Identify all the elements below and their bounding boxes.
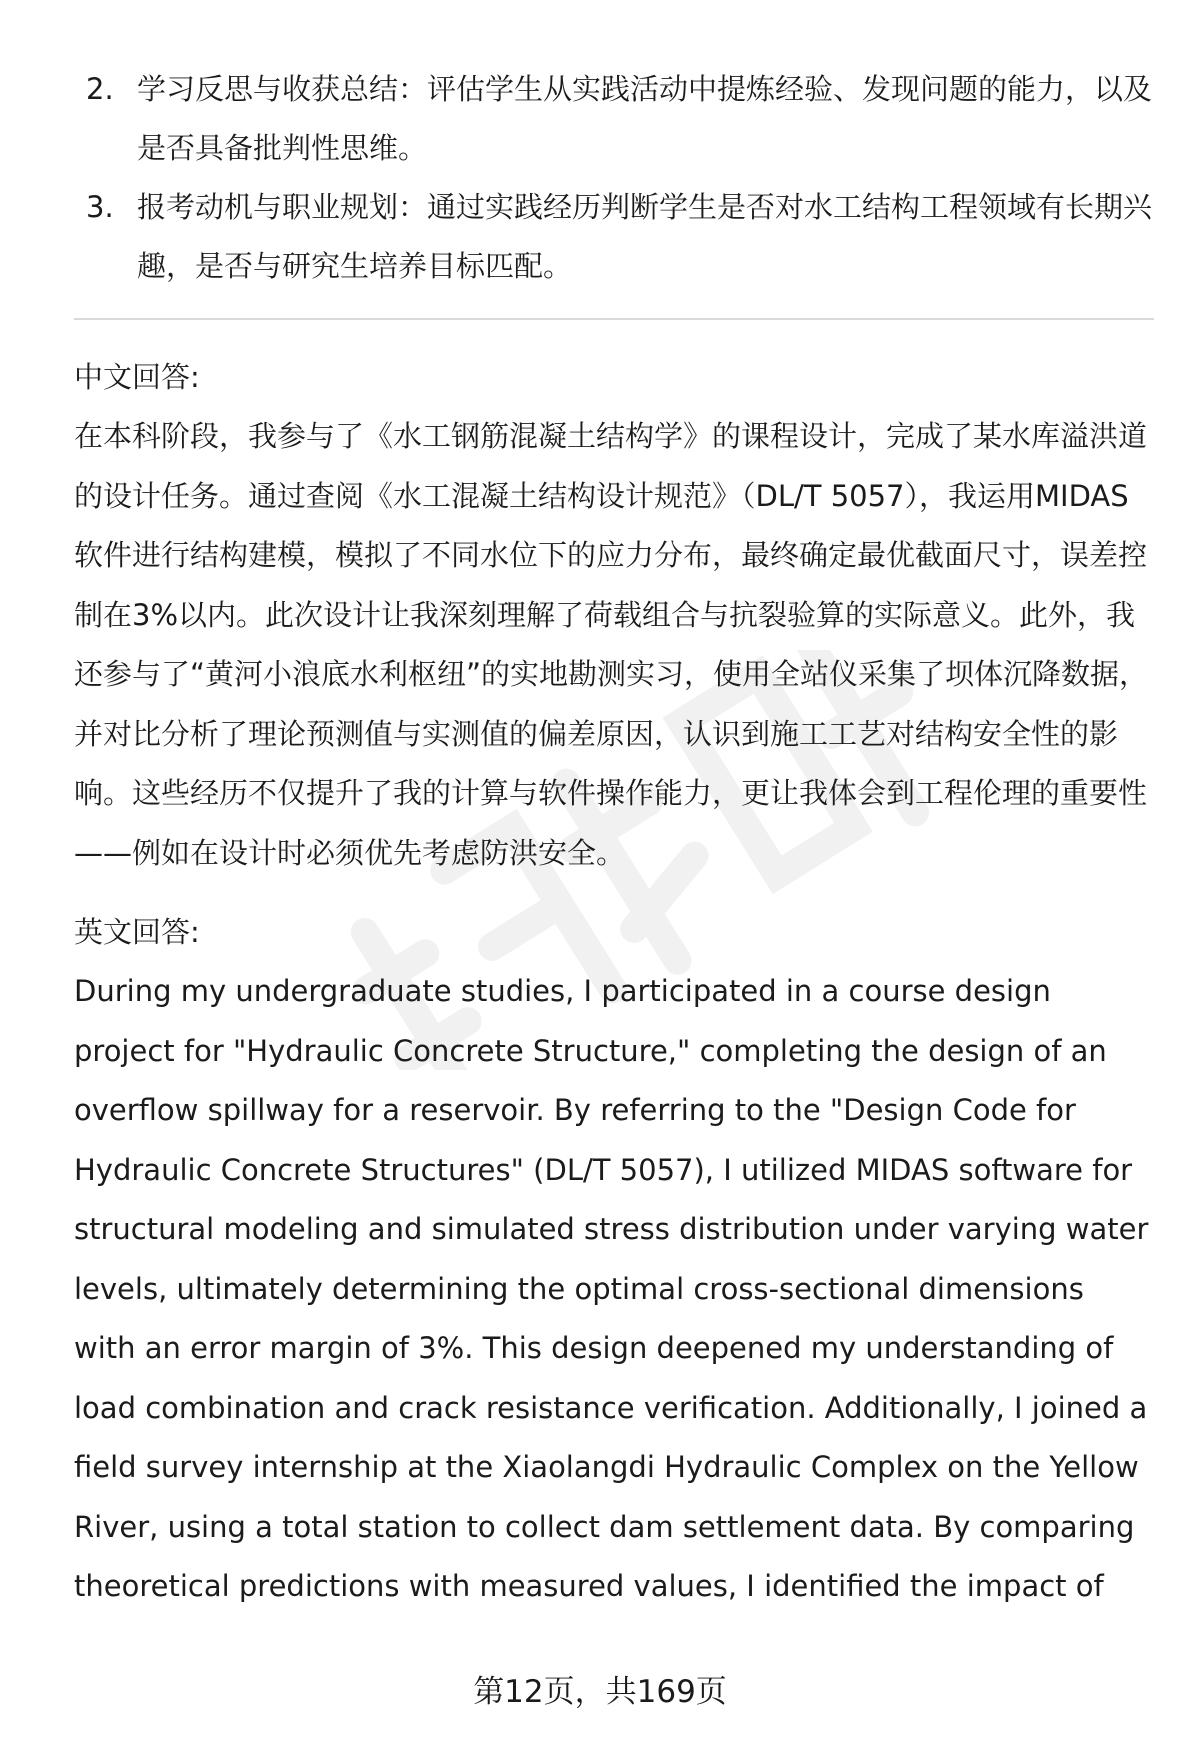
- english-answer-text: During my undergraduate studies, I participated in a course design project for "Hydraulic Concrete Structure," completing the design of an overflow spillway for a reservoir. By referring to the "Design Code for Hydraulic Concrete Structures" (DL/T 5057), I utilized MIDAS software for structural modeling and simulated stress distribution under varying water levels, ultimately determining the optimal cross-sectional dimensions with an error margin of 3%. This design deepened my understanding of load combination and crack resistance verification. Additionally, I joined a field survey internship at the Xiaolangdi Hydraulic Complex on the Yellow River, using a total station to collect dam settlement data. By comparing theoretical predictions with measured values, I identified the impact of: [74, 974, 1149, 1603]
- list-item-number: 3.: [86, 190, 114, 224]
- section-spacer: [74, 883, 1154, 903]
- list-item: [74, 60, 1154, 178]
- chinese-answer-label: 中文回答:: [74, 360, 200, 394]
- page-number-footer: 第12页，共169页: [473, 1674, 727, 1710]
- english-answer-label: 英文回答:: [74, 915, 200, 949]
- list-item: [74, 178, 1154, 296]
- chinese-answer-text: 在本科阶段，我参与了《水工钢筋混凝土结构学》的课程设计，完成了某水库溢洪道的设计任务。通过查阅《水工混凝土结构设计规范》（DL/T 5057），我运用MIDAS软件进行结构建模，模拟了不同水位下的应力分布，最终确定最优截面尺寸，误差控制在3%以内。此次设计让我深刻理解了荷载组合与抗裂验算的实际意义。此外，我还参与了“黄河小浪底水利枢纽”的实地勘测实习，使用全站仪采集了坝体沉降数据，并对比分析了理论预测值与实测值的偏差原因，认识到施工工艺对结构安全性的影响。这些经历不仅提升了我的计算与软件操作能力，更让我体会到工程伦理的重要性——例如在设计时必须优先考虑防洪安全。: [74, 419, 1149, 870]
- section-divider: [74, 318, 1154, 320]
- list-item-text: 报考动机与职业规划：通过实践经历判断学生是否对水工结构工程领域有长期兴趣，是否与研究生培养目标匹配。: [137, 190, 1153, 283]
- list-item-text: 学习反思与收获总结：评估学生从实践活动中提炼经验、发现问题的能力，以及是否具备批判性思维。: [137, 72, 1153, 165]
- list-item-number: 2.: [86, 72, 114, 106]
- page-content: [74, 60, 1154, 1617]
